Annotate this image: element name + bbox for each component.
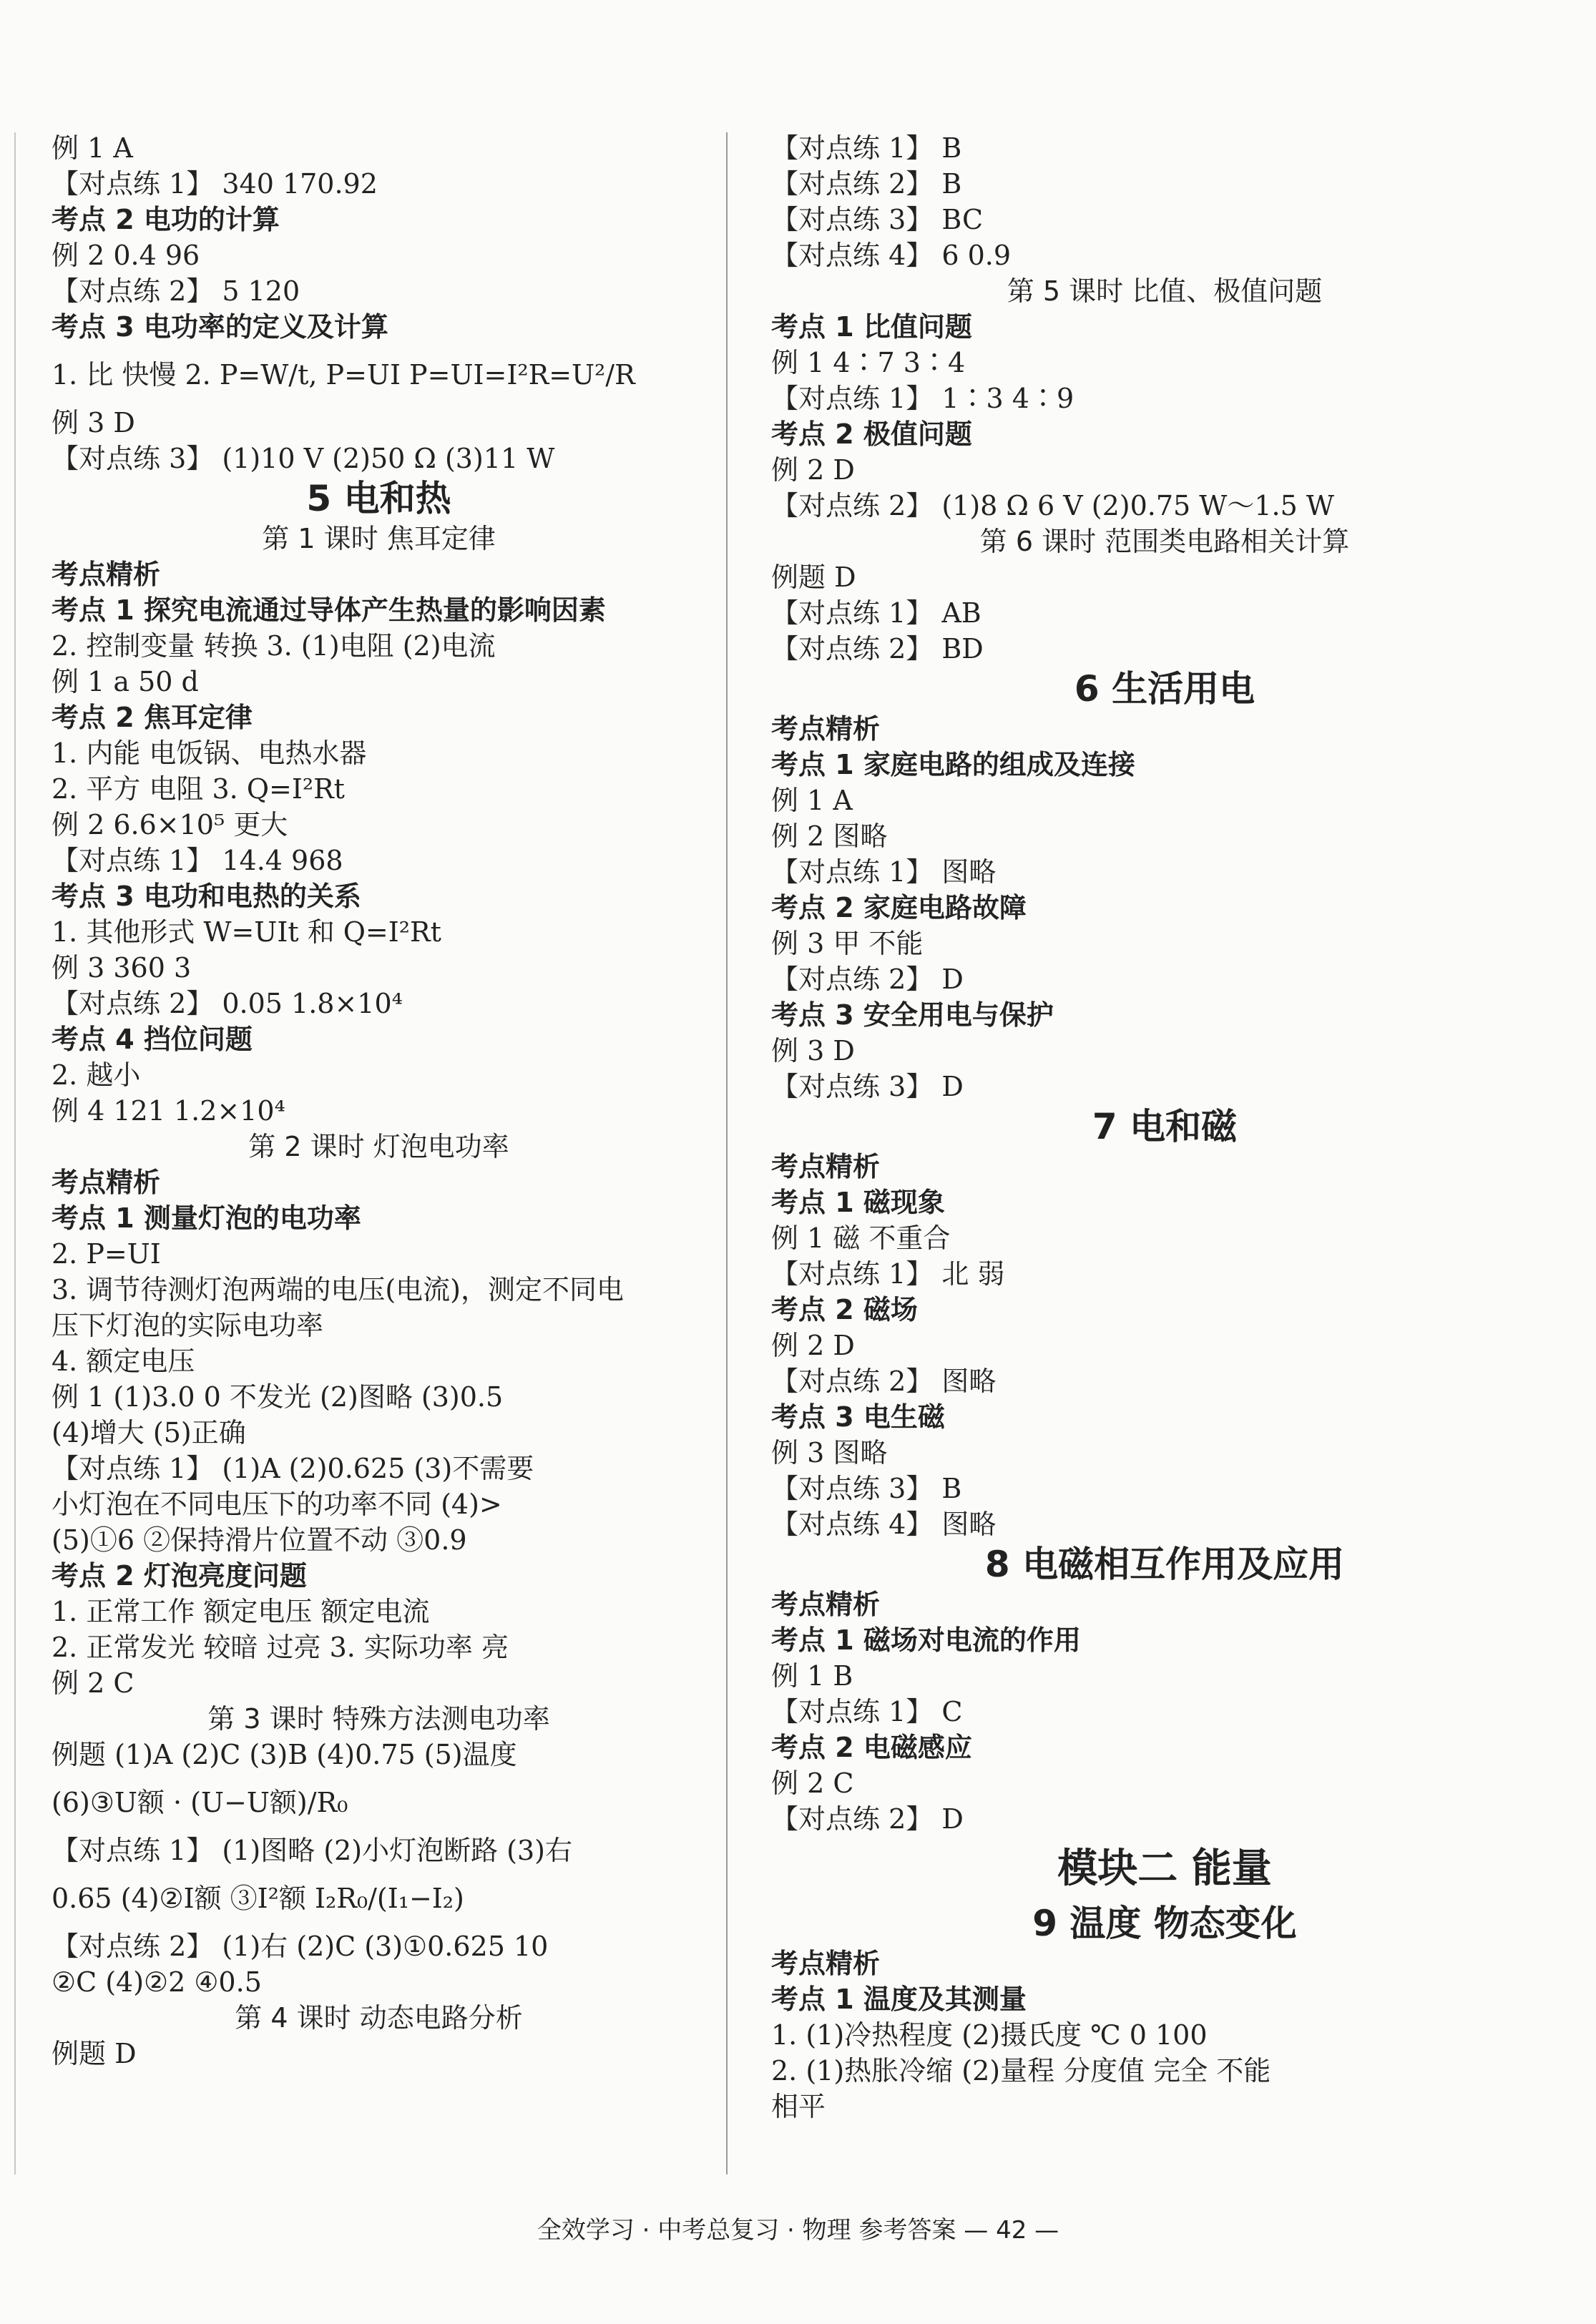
text-line: 小灯泡在不同电压下的功率不同 (4)> [52, 1489, 502, 1520]
lesson-title: 第 3 课时 特殊方法测电功率 [207, 1703, 550, 1735]
text-line: 【对点练 1】 北 弱 [771, 1258, 1005, 1290]
section-heading: 考点 2 焦耳定律 [52, 702, 253, 733]
lesson-title: 第 6 课时 范围类电路相关计算 [979, 526, 1350, 557]
text-line: 例 2 D [771, 1330, 855, 1361]
section-heading: 考点 1 温度及其测量 [771, 1984, 1027, 2015]
section-heading: 考点 2 家庭电路故障 [771, 892, 1027, 923]
text-line: 2. 控制变量 转换 3. (1)电阻 (2)电流 [52, 630, 496, 662]
section-heading: 考点 1 测量灯泡的电功率 [52, 1202, 361, 1234]
text-line: 1. 正常工作 额定电压 额定电流 [52, 1596, 430, 1627]
text-line: 例 1 (1)3.0 0 不发光 (2)图略 (3)0.5 [52, 1381, 504, 1413]
section-heading: 考点精析 [771, 1948, 881, 1979]
text-line: 例 2 C [52, 1667, 134, 1699]
section-heading: 考点 3 安全用电与保护 [771, 999, 1054, 1031]
section-heading: 考点 3 电功率的定义及计算 [52, 311, 388, 343]
text-line: 【对点练 2】 0.05 1.8×10⁴ [52, 988, 403, 1019]
text-line: 【对点练 2】 (1)8 Ω 6 V (2)0.75 W～1.5 W [771, 490, 1334, 521]
text-line: 例题 D [52, 2038, 137, 2069]
text-line: 例 2 图略 [771, 820, 888, 852]
text-line: ②C (4)②2 ④0.5 [52, 1966, 262, 1998]
lesson-title: 第 5 课时 比值、极值问题 [1007, 275, 1323, 307]
formula-line: 0.65 (4)②I额 ③I²额 I₂R₀/(I₁−I₂) [52, 1883, 464, 1914]
section-heading: 考点 3 电功和电热的关系 [52, 881, 361, 912]
text-line: 2. 越小 [52, 1059, 141, 1091]
text-line: 【对点练 1】 (1)图略 (2)小灯泡断路 (3)右 [52, 1835, 572, 1866]
chapter-title: 9 温度 物态变化 [1032, 1903, 1297, 1944]
text-line: 例 3 D [771, 1035, 855, 1067]
text-line: 2. (1)热胀冷缩 (2)量程 分度值 完全 不能 [771, 2055, 1271, 2087]
text-line: 例 3 甲 不能 [771, 928, 924, 959]
section-heading: 考点精析 [52, 1167, 161, 1198]
chapter-title: 7 电和磁 [1092, 1106, 1238, 1147]
text-line: 【对点练 2】 图略 [771, 1366, 997, 1397]
text-line: 【对点练 2】 BD [771, 633, 984, 665]
page-footer: 全效学习 · 中考总复习 · 物理 参考答案 — 42 — [537, 2216, 1059, 2245]
text-line: 【对点练 2】 B [771, 168, 962, 200]
section-heading: 考点 1 比值问题 [771, 311, 972, 343]
text-line: 【对点练 2】 5 120 [52, 275, 300, 307]
text-line: 【对点练 2】 (1)右 (2)C (3)①0.625 10 [52, 1931, 549, 1962]
text-line: 例 2 C [771, 1767, 854, 1799]
text-line: 例题 (1)A (2)C (3)B (4)0.75 (5)温度 [52, 1739, 517, 1770]
text-line: 【对点练 1】 340 170.92 [52, 168, 378, 200]
section-heading: 考点精析 [771, 713, 881, 745]
text-line: 【对点练 1】 (1)A (2)0.625 (3)不需要 [52, 1453, 534, 1484]
text-line: 例 2 D [771, 454, 855, 486]
chapter-title: 6 生活用电 [1074, 668, 1255, 710]
section-heading: 考点 2 电功的计算 [52, 204, 280, 235]
text-line: 4. 额定电压 [52, 1345, 195, 1377]
text-line: 例 1 A [52, 132, 133, 164]
text-line: 例题 D [771, 562, 856, 593]
section-heading: 考点精析 [771, 1589, 881, 1620]
text-line: 例 3 图略 [771, 1437, 888, 1469]
module-title: 模块二 能量 [1057, 1845, 1272, 1892]
text-line: 【对点练 3】 (1)10 V (2)50 Ω (3)11 W [52, 443, 555, 474]
section-heading: 考点 3 电生磁 [771, 1401, 945, 1433]
text-line: 例 1 4∶7 3∶4 [771, 347, 966, 378]
formula-line: 1. 比 快慢 2. P=W/t, P=UI P=UI=I²R=U²/R [52, 359, 635, 391]
text-line: 相平 [771, 2091, 826, 2122]
text-line: 例 1 a 50 d [52, 666, 199, 697]
text-line: 例 1 B [771, 1660, 853, 1692]
text-line: 例 2 6.6×10⁵ 更大 [52, 809, 288, 840]
section-heading: 考点 1 家庭电路的组成及连接 [771, 749, 1135, 780]
text-line: 2. 平方 电阻 3. Q=I²Rt [52, 773, 345, 805]
section-heading: 考点精析 [52, 559, 161, 590]
section-heading: 考点 4 挡位问题 [52, 1024, 253, 1055]
text-line: 压下灯泡的实际电功率 [52, 1310, 324, 1341]
text-line: 【对点练 3】 B [771, 1473, 962, 1504]
right-column [771, 130, 1558, 2124]
text-line: 【对点练 1】 图略 [771, 856, 997, 888]
section-heading: 考点 2 极值问题 [771, 418, 972, 450]
chapter-title: 5 电和热 [306, 478, 451, 519]
section-heading: 考点 2 灯泡亮度问题 [52, 1560, 307, 1592]
section-heading: 考点 1 磁场对电流的作用 [771, 1624, 1081, 1656]
text-line: 例 4 121 1.2×10⁴ [52, 1095, 285, 1127]
text-line: 【对点练 3】 D [771, 1071, 964, 1102]
text-line: 【对点练 1】 B [771, 132, 962, 164]
section-heading: 考点 1 磁现象 [771, 1187, 945, 1218]
text-line: 【对点练 1】 C [771, 1696, 963, 1727]
text-line: 【对点练 3】 BC [771, 204, 984, 235]
text-line: 【对点练 2】 D [771, 1803, 964, 1835]
left-column [52, 130, 706, 2072]
chapter-title: 8 电磁相互作用及应用 [984, 1544, 1345, 1585]
text-line: 1. 其他形式 W=UIt 和 Q=I²Rt [52, 916, 441, 948]
text-line: 【对点练 4】 图略 [771, 1509, 997, 1540]
formula-line: (6)③U额 · (U−U额)/R₀ [52, 1787, 348, 1818]
text-line: 【对点练 1】 14.4 968 [52, 845, 343, 876]
section-heading: 考点 2 磁场 [771, 1294, 918, 1325]
text-line: 例 1 磁 不重合 [771, 1222, 951, 1254]
column-divider [726, 132, 728, 2175]
text-line: 例 1 A [771, 785, 853, 816]
lesson-title: 第 2 课时 灯泡电功率 [248, 1131, 509, 1162]
text-line: 【对点练 1】 1∶3 4∶9 [771, 383, 1074, 414]
text-line: (5)①6 ②保持滑片位置不动 ③0.9 [52, 1524, 467, 1556]
lesson-title: 第 1 课时 焦耳定律 [262, 523, 496, 554]
text-line: 1. 内能 电饭锅、电热水器 [52, 737, 367, 769]
text-line: 1. (1)冷热程度 (2)摄氏度 ℃ 0 100 [771, 2019, 1208, 2051]
left-margin-rule [14, 132, 16, 2175]
text-line: 例 3 360 3 [52, 952, 192, 984]
lesson-title: 第 4 课时 动态电路分析 [235, 2002, 523, 2034]
section-heading: 考点 2 电磁感应 [771, 1732, 972, 1763]
text-line: 【对点练 1】 AB [771, 597, 981, 629]
text-line: 【对点练 2】 D [771, 964, 964, 995]
text-line: 例 2 0.4 96 [52, 240, 200, 271]
text-line: (4)增大 (5)正确 [52, 1417, 246, 1448]
section-heading: 考点 1 探究电流通过导体产生热量的影响因素 [52, 594, 606, 626]
text-line: 例 3 D [52, 407, 135, 438]
text-line: 3. 调节待测灯泡两端的电压(电流)，测定不同电 [52, 1274, 624, 1305]
text-line: 2. 正常发光 较暗 过亮 3. 实际功率 亮 [52, 1632, 509, 1663]
text-line: 2. P=UI [52, 1238, 161, 1270]
section-heading: 考点精析 [771, 1151, 881, 1182]
text-line: 【对点练 4】 6 0.9 [771, 240, 1012, 271]
